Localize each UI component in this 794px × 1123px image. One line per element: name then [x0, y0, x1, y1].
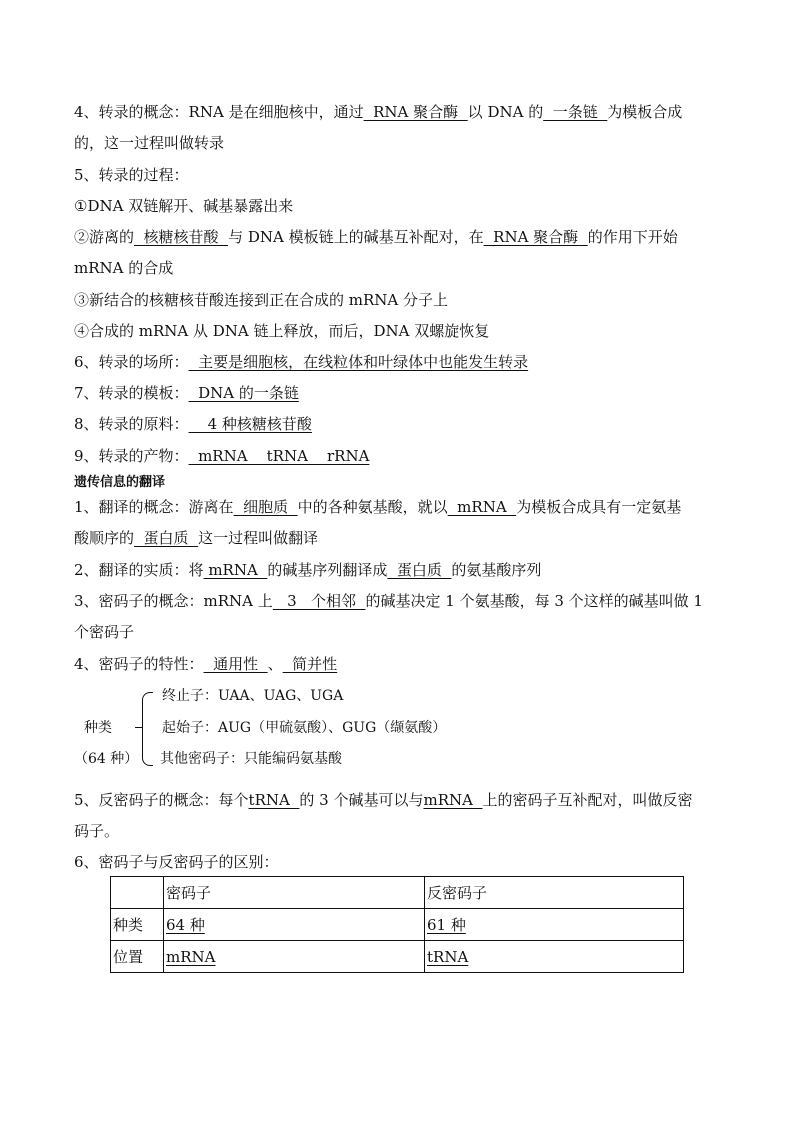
table-header-cell: 密码子 — [164, 877, 425, 909]
text: ②游离的 — [74, 228, 135, 246]
table-row — [111, 941, 684, 973]
table-header-cell — [111, 877, 164, 909]
text: 与 DNA 模板链上的碱基互补配对，在 — [228, 228, 484, 246]
difference-title: 6、密码子与反密码子的区别： — [74, 853, 279, 871]
table-cell: mRNA — [166, 947, 216, 966]
text: 、 — [267, 655, 283, 673]
text: 酸顺序的 — [74, 529, 135, 547]
transcription-concept-line-2: 的，这一过程叫做转录 — [74, 134, 225, 152]
table-cell: 64 种 — [166, 916, 205, 934]
answer-blank: 蛋白质 — [134, 529, 199, 547]
text: 以 DNA 的 — [467, 103, 544, 121]
text: 9、转录的产物： — [74, 447, 189, 465]
codon-types-label: 种类 — [84, 720, 112, 736]
process-step-2-line-2: mRNA 的合成 — [74, 259, 174, 277]
brace-tip — [135, 727, 143, 728]
text: 6、转录的场所： — [74, 353, 189, 371]
section-heading: 遗传信息的翻译 — [74, 475, 166, 490]
text: 3、密码子的概念：mRNA 上 — [74, 592, 273, 610]
transcription-process-title: 5、转录的过程： — [74, 166, 189, 184]
answer-blank: mRNA tRNA rRNA — [188, 447, 370, 465]
transcription-materials — [74, 414, 724, 434]
translation-concept-line-2 — [74, 528, 724, 548]
text: 5、反密码子的概念：每个 — [74, 791, 249, 809]
codon-type-start: 起始子：AUG（甲硫氨酸）、GUG（缬氨酸） — [162, 720, 447, 736]
anticodon-concept-line-2: 码子。 — [74, 822, 120, 840]
codon-concept-line-2: 个密码子 — [74, 623, 135, 641]
transcription-site — [74, 352, 724, 372]
text: 的碱基决定 1 个氨基酸，每 3 个这样的碱基叫做 1 — [365, 592, 703, 610]
table-cell: 61 种 — [427, 916, 466, 934]
table-row — [111, 909, 684, 941]
text: 4、转录的概念：RNA 是在细胞核中，通过 — [74, 103, 364, 121]
table-cell: tRNA — [427, 947, 469, 966]
answer-blank: 3 个相邻 — [272, 592, 366, 610]
codon-type-other: 其他密码子：只能编码氨基酸 — [160, 751, 342, 767]
text: 为模板合成 — [607, 103, 683, 121]
text: 上的密码子互补配对，叫做反密 — [482, 791, 693, 809]
process-step-1: ①DNA 双链解开、碱基暴露出来 — [74, 197, 294, 215]
answer-blank: 简并性 — [282, 655, 338, 673]
process-step-2 — [74, 227, 724, 247]
translation-essence — [74, 560, 724, 580]
answer-blank: 核糖核苷酸 — [134, 228, 229, 246]
text: 8、转录的原料： — [74, 415, 189, 433]
process-step-3: ③新结合的核糖核苷酸连接到正在合成的 mRNA 分子上 — [74, 291, 449, 309]
answer-blank: RNA 聚合酶 — [363, 103, 468, 121]
codon-concept — [74, 591, 724, 611]
answer-blank: RNA 聚合酶 — [483, 228, 588, 246]
process-step-4: ④合成的 mRNA 从 DNA 链上释放，而后，DNA 双螺旋恢复 — [74, 322, 490, 340]
answer-blank: DNA 的一条链 — [188, 384, 299, 402]
brace-bracket — [142, 692, 153, 766]
text: 2、翻译的实质：将 — [74, 561, 204, 579]
answer-blank: mRNA — [447, 498, 517, 516]
answer-blank: 一条链 — [543, 103, 608, 121]
anticodon-concept — [74, 790, 724, 810]
text: 4、密码子的特性： — [74, 655, 204, 673]
text: 的氨基酸序列 — [451, 561, 542, 579]
answer-blank: 细胞质 — [233, 498, 298, 516]
table-header-cell: 反密码子 — [425, 877, 684, 909]
codon-type-stop: 终止子：UAA、UAG、UGA — [162, 688, 344, 704]
transcription-products — [74, 446, 724, 466]
comparison-table — [110, 876, 684, 973]
text: 1、翻译的概念：游离在 — [74, 498, 234, 516]
text: 为模板合成具有一定氨基 — [516, 498, 682, 516]
codon-types-count: （64 种） — [74, 751, 139, 767]
answer-blank: 4 种核糖核苷酸 — [188, 415, 312, 433]
codon-traits — [74, 654, 724, 674]
answer-blank: mRNA — [203, 561, 268, 579]
text: 7、转录的模板： — [74, 384, 189, 402]
text: 的 3 个碱基可以与 — [299, 791, 424, 809]
translation-concept-line — [74, 497, 724, 517]
text: 的碱基序列翻译成 — [267, 561, 388, 579]
table-header-row — [111, 877, 684, 909]
answer-blank: tRNA — [248, 791, 300, 809]
table-cell: 位置 — [111, 941, 164, 973]
text: 的作用下开始 — [587, 228, 678, 246]
answer-blank: 蛋白质 — [387, 561, 452, 579]
text: 这一过程叫做翻译 — [198, 529, 319, 547]
transcription-template — [74, 383, 724, 403]
transcription-concept-line — [74, 102, 724, 122]
answer-blank: 通用性 — [203, 655, 268, 673]
answer-blank: mRNA — [423, 791, 483, 809]
table-cell: 种类 — [111, 909, 164, 941]
text: 中的各种氨基酸，就以 — [297, 498, 448, 516]
answer-blank: 主要是细胞核，在线粒体和叶绿体中也能发生转录 — [188, 353, 529, 371]
